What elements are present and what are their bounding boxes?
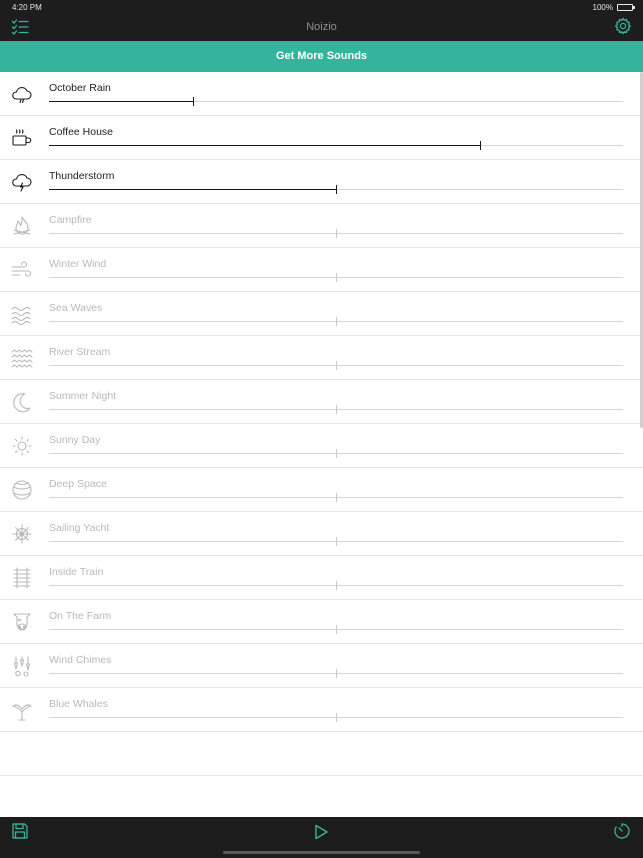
sound-name: Deep Space [49, 478, 107, 490]
sound-name: Wind Chimes [49, 654, 112, 666]
empty-row [0, 732, 643, 776]
volume-slider[interactable] [49, 97, 623, 106]
bottom-toolbar [0, 817, 643, 858]
sound-row[interactable] [0, 380, 643, 424]
stream-icon[interactable] [10, 347, 34, 369]
sound-name: October Rain [49, 82, 111, 94]
sound-row[interactable] [0, 600, 643, 644]
moon-icon[interactable] [10, 391, 34, 413]
sound-row[interactable] [0, 292, 643, 336]
sound-row[interactable] [0, 336, 643, 380]
slider-fill [49, 145, 480, 146]
sound-name: Inside Train [49, 566, 104, 578]
volume-slider[interactable] [49, 361, 623, 370]
volume-slider[interactable] [49, 273, 623, 282]
volume-slider[interactable] [49, 317, 623, 326]
sound-name: Coffee House [49, 126, 114, 138]
slider-fill [49, 189, 336, 190]
sound-row[interactable] [0, 160, 643, 204]
slider-fill [49, 101, 193, 102]
slider-thumb[interactable] [336, 229, 337, 238]
sound-row[interactable] [0, 556, 643, 600]
sound-row[interactable] [0, 424, 643, 468]
sound-row[interactable] [0, 644, 643, 688]
storm-cloud-icon[interactable] [10, 171, 34, 193]
sun-icon[interactable] [10, 435, 34, 457]
volume-slider[interactable] [49, 405, 623, 414]
sound-name: Sailing Yacht [49, 522, 110, 534]
slider-thumb[interactable] [336, 669, 337, 678]
status-bar [0, 0, 643, 14]
sound-name: Summer Night [49, 390, 117, 402]
home-indicator [223, 851, 420, 854]
volume-slider[interactable] [49, 229, 623, 238]
rail-track-icon[interactable] [10, 567, 34, 589]
slider-thumb[interactable] [336, 625, 337, 634]
sound-row[interactable] [0, 688, 643, 732]
volume-slider[interactable] [49, 141, 623, 150]
sound-name: Campfire [49, 214, 92, 226]
fire-icon[interactable] [10, 215, 34, 237]
planet-icon[interactable] [10, 479, 34, 501]
sound-row[interactable] [0, 468, 643, 512]
timer-icon[interactable] [613, 822, 631, 840]
volume-slider[interactable] [49, 449, 623, 458]
volume-slider[interactable] [49, 669, 623, 678]
rain-cloud-icon[interactable] [10, 83, 34, 105]
slider-thumb[interactable] [480, 141, 481, 150]
slider-thumb[interactable] [336, 273, 337, 282]
coffee-cup-icon[interactable] [10, 127, 34, 149]
sound-row[interactable] [0, 204, 643, 248]
chimes-icon[interactable] [10, 655, 34, 677]
save-icon[interactable] [11, 822, 29, 840]
nav-bar [0, 14, 643, 41]
cow-icon[interactable] [10, 611, 34, 633]
slider-thumb[interactable] [336, 405, 337, 414]
slider-thumb[interactable] [336, 317, 337, 326]
status-time: 4:20 PM [12, 3, 42, 12]
slider-thumb[interactable] [336, 537, 337, 546]
slider-thumb[interactable] [336, 493, 337, 502]
waves-icon[interactable] [10, 303, 34, 325]
ship-wheel-icon[interactable] [10, 523, 34, 545]
sound-list [0, 72, 643, 776]
battery-percent: 100% [592, 3, 613, 12]
whale-tail-icon[interactable] [10, 699, 34, 721]
sound-name: Blue Whales [49, 698, 108, 710]
volume-slider[interactable] [49, 713, 623, 722]
slider-thumb[interactable] [336, 449, 337, 458]
volume-slider[interactable] [49, 493, 623, 502]
gear-icon[interactable] [614, 17, 632, 35]
battery-icon [617, 4, 633, 11]
sound-row[interactable] [0, 512, 643, 556]
sound-row[interactable] [0, 248, 643, 292]
sound-name: Sunny Day [49, 434, 101, 446]
wind-icon[interactable] [10, 259, 34, 281]
slider-thumb[interactable] [336, 361, 337, 370]
app-title: Noizio [306, 21, 337, 33]
volume-slider[interactable] [49, 537, 623, 546]
volume-slider[interactable] [49, 185, 623, 194]
volume-slider[interactable] [49, 625, 623, 634]
sound-row[interactable] [0, 72, 643, 116]
sound-name: River Stream [49, 346, 111, 358]
sound-row[interactable] [0, 116, 643, 160]
play-icon[interactable] [312, 823, 330, 841]
sound-name: Thunderstorm [49, 170, 115, 182]
slider-thumb[interactable] [336, 581, 337, 590]
slider-thumb[interactable] [336, 185, 337, 194]
slider-thumb[interactable] [336, 713, 337, 722]
slider-thumb[interactable] [193, 97, 194, 106]
sound-name: Sea Waves [49, 302, 103, 314]
sound-name: Winter Wind [49, 258, 107, 270]
volume-slider[interactable] [49, 581, 623, 590]
sound-name: On The Farm [49, 610, 112, 622]
get-more-sounds-button[interactable]: Get More Sounds [0, 41, 643, 72]
